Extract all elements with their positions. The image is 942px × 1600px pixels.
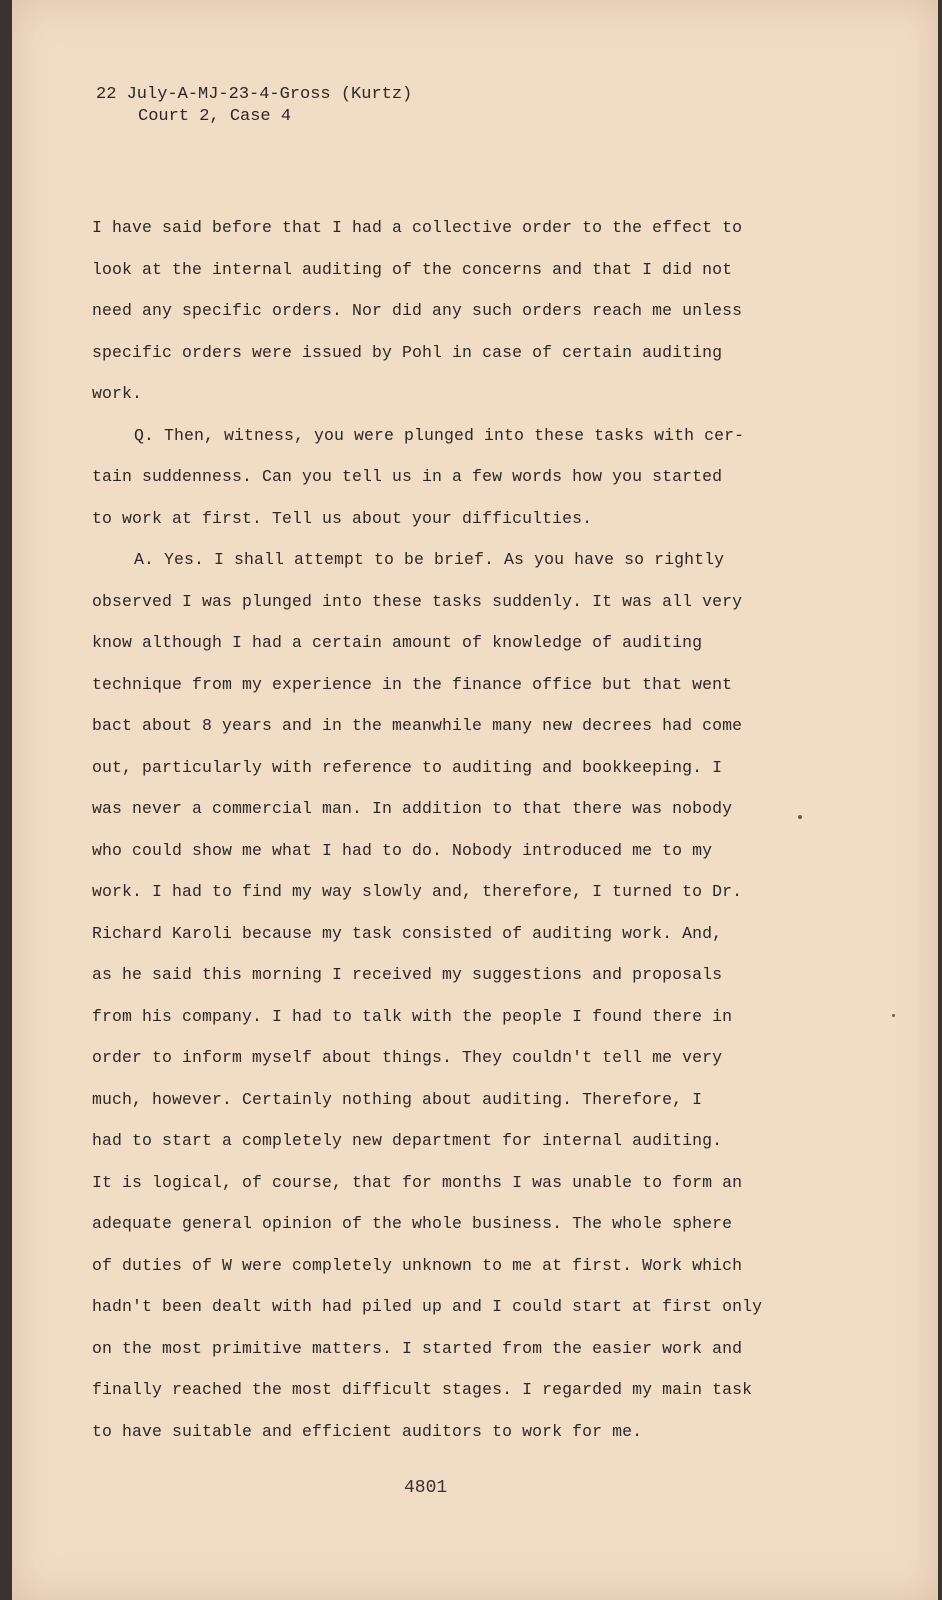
text-line: need any specific orders. Nor did any such orders reach me unless bbox=[92, 301, 743, 320]
paper-speck bbox=[892, 1014, 895, 1017]
text-line: order to inform myself about things. They couldn't tell me very bbox=[92, 1048, 723, 1067]
text-line: of duties of W were completely unknown to me at first. Work which bbox=[92, 1255, 743, 1275]
transcript-body bbox=[92, 207, 792, 1452]
text-line: Richard Karoli because my task consisted of auditing work. And, bbox=[92, 923, 723, 943]
text-line: had to start a completely new department for internal auditing. bbox=[92, 1131, 723, 1150]
text-line: who could show me what I had to do. Nobody introduced me to my bbox=[92, 840, 713, 860]
header-court-case: Court 2, Case 4 bbox=[138, 107, 292, 126]
text-line: technique from my experience in the finance office but that went bbox=[92, 674, 733, 694]
text-line: adequate general opinion of the whole business. The whole sphere bbox=[92, 1214, 733, 1233]
text-line: much, however. Certainly nothing about auditing. Therefore, I bbox=[92, 1089, 703, 1109]
header-reference: 22 July-A-MJ-23-4-Gross (Kurtz) bbox=[96, 85, 413, 104]
text-line: bact about 8 years and in the meanwhile many new decrees had come bbox=[92, 716, 743, 735]
text-line: to work at first. Tell us about your difficulties. bbox=[92, 508, 593, 528]
question-line: Q. Then, witness, you were plunged into these tasks with cer- bbox=[134, 425, 745, 445]
paper-speck bbox=[798, 815, 802, 819]
text-line: to have suitable and efficient auditors to work for me. bbox=[92, 1421, 643, 1441]
page-number: 4801 bbox=[404, 1478, 448, 1498]
text-line: as he said this morning I received my suggestions and proposals bbox=[92, 965, 723, 984]
text-line: I have said before that I had a collective order to the effect to bbox=[92, 218, 743, 237]
text-line: know although I had a certain amount of knowledge of auditing bbox=[92, 633, 703, 652]
text-line: finally reached the most difficult stages. I regarded my main task bbox=[92, 1380, 753, 1399]
text-line: tain suddenness. Can you tell us in a few words how you started bbox=[92, 467, 723, 486]
text-line: look at the internal auditing of the concerns and that I did not bbox=[92, 259, 733, 279]
text-line: out, particularly with reference to auditing and bookkeeping. I bbox=[92, 757, 723, 777]
text-line: on the most primitive matters. I started from the easier work and bbox=[92, 1338, 743, 1358]
text-line: It is logical, of course, that for months I was unable to form an bbox=[92, 1172, 743, 1192]
text-line: observed I was plunged into these tasks suddenly. It was all very bbox=[92, 591, 743, 611]
text-line: hadn't been dealt with had piled up and I could start at first only bbox=[92, 1297, 763, 1316]
text-line: was never a commercial man. In addition to that there was nobody bbox=[92, 799, 733, 818]
document-header bbox=[96, 84, 412, 128]
text-line: work. I had to find my way slowly and, therefore, I turned to Dr. bbox=[92, 882, 743, 901]
answer-line: A. Yes. I shall attempt to be brief. As you have so rightly bbox=[134, 550, 725, 569]
text-line: specific orders were issued by Pohl in case of certain auditing bbox=[92, 342, 723, 362]
text-line: work. bbox=[92, 384, 143, 403]
document-page bbox=[12, 0, 938, 1600]
text-line: from his company. I had to talk with the people I found there in bbox=[92, 1006, 733, 1026]
